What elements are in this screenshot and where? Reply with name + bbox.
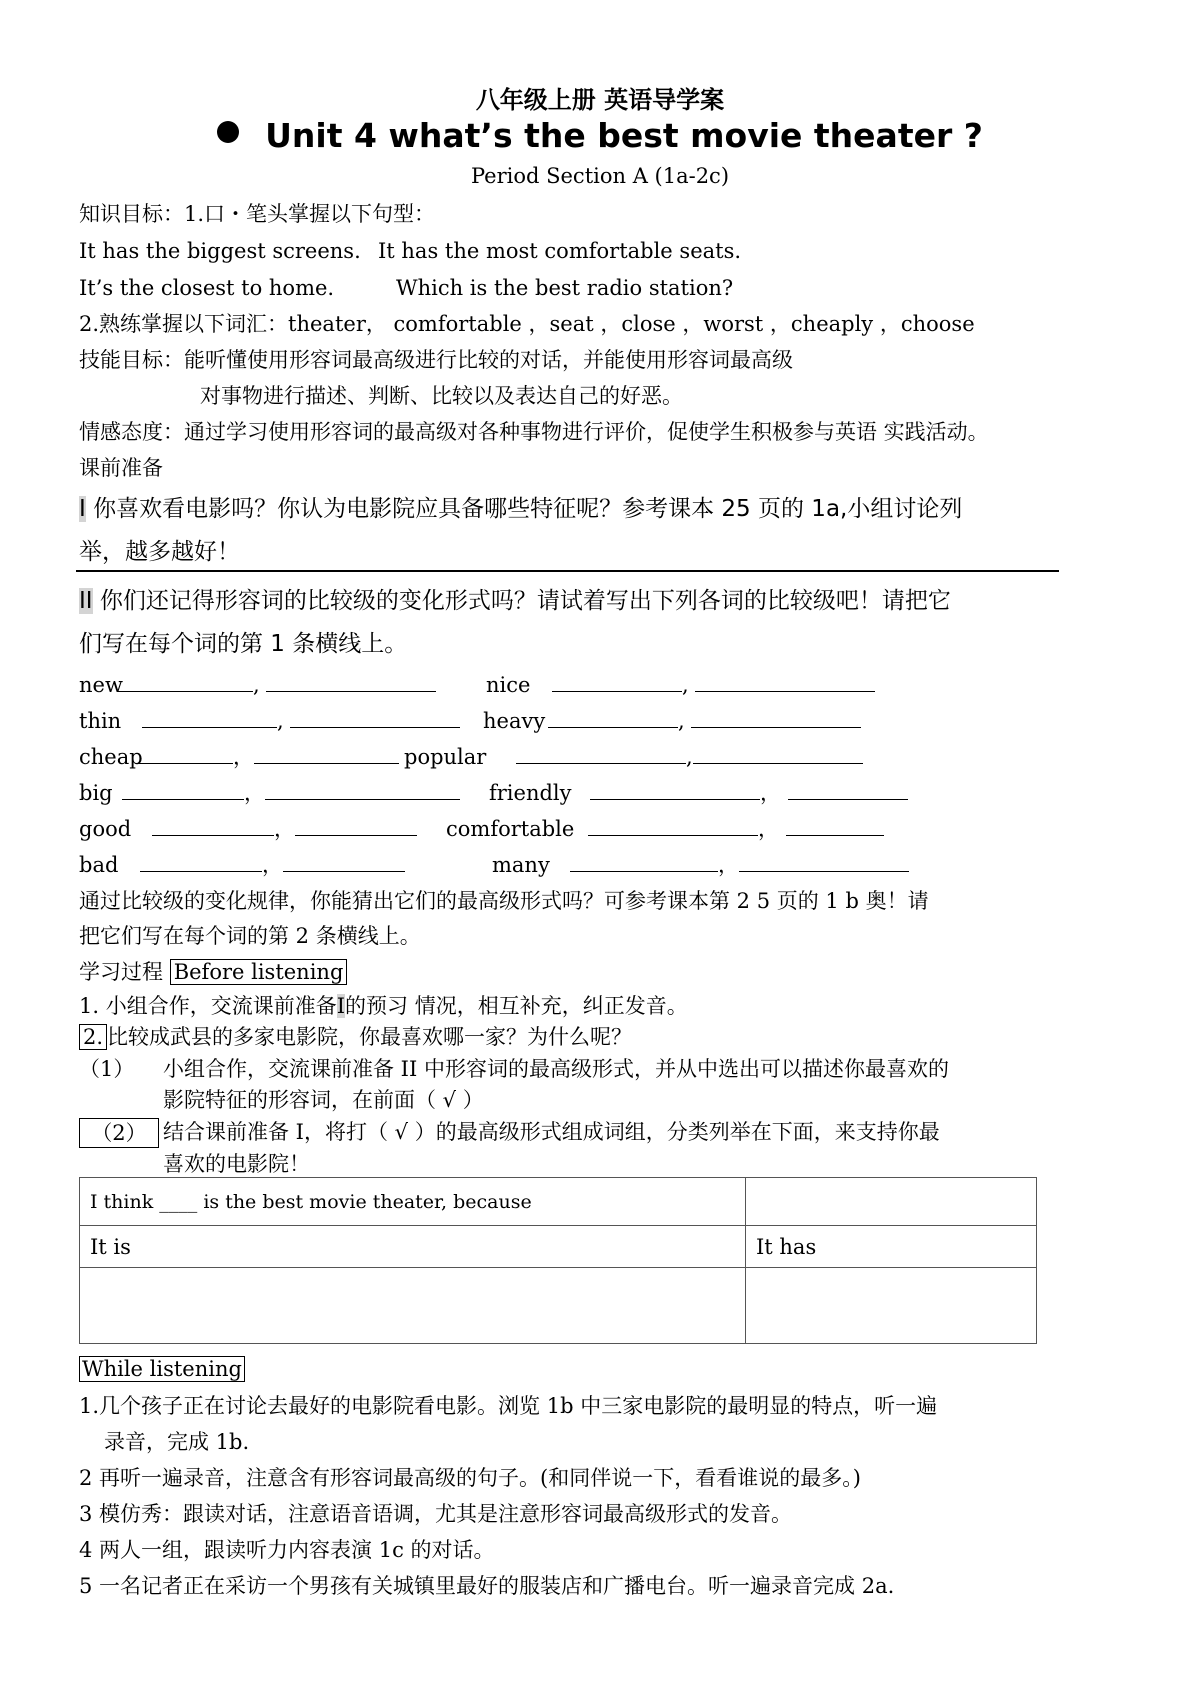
while-item-5: 5 一名记者正在采访一个男孩有关城镇里最好的服装店和广播电台。听一遍录音完成 2a. <box>79 1574 895 1598</box>
table-cell-empty-1[interactable] <box>746 1178 1037 1226</box>
word-nice: nice <box>486 673 531 697</box>
while-item-1-cont: 录音，完成 1b. <box>104 1430 250 1454</box>
prep-question-2-cont: 们写在每个词的第 1 条横线上。 <box>79 631 408 657</box>
step-1-highlight: I <box>336 994 346 1018</box>
word-thin: thin <box>79 709 122 733</box>
table-cell-think: I think ____ is the best movie theater, because <box>80 1178 746 1226</box>
prep-question-2-text: 你们还记得形容词的比较级的变化形式吗？请试着写出下列各词的比较级吧！请把它 <box>92 588 951 614</box>
process-step-2 <box>79 1023 632 1051</box>
while-listening-label: While listening <box>79 1356 245 1382</box>
skill-goal-1: 技能目标：能听懂使用形容词最高级进行比较的对话，并能使用形容词最高级 <box>79 348 793 372</box>
table-cell-it-has: It has <box>746 1226 1037 1268</box>
period-title: Period Section A (1a-2c) <box>470 164 730 188</box>
blank-big[interactable]: ， <box>122 779 460 807</box>
blank-comfortable[interactable]: ， <box>588 815 884 843</box>
blank-thin[interactable]: , <box>142 707 460 735</box>
process-label: 学习过程 <box>79 960 163 984</box>
table-cell-it-is: It is <box>80 1226 746 1268</box>
part-1-line-2: 影院特征的形容词，在前面（ √ ） <box>163 1088 484 1112</box>
step-2-text: 比较成武县的多家电影院，你最喜欢哪一家？为什么呢？ <box>107 1025 633 1049</box>
prep-question-1-text: 你喜欢看电影吗？你认为电影院应具备哪些特征呢？参考课本 25 页的 1a,小组讨论列 <box>85 496 963 522</box>
while-item-4: 4 两人一组，跟读听力内容表演 1c 的对话。 <box>79 1538 495 1562</box>
part-1-number: （1） <box>79 1057 135 1081</box>
blank-nice[interactable]: , <box>552 671 875 699</box>
blank-many[interactable]: ， <box>570 851 909 879</box>
skill-goal-2: 对事物进行描述、判断、比较以及表达自己的好恶。 <box>200 384 683 408</box>
process-step-1 <box>79 992 688 1020</box>
part-2-line-1: 结合课前准备 I，将打（ √ ）的最高级形式组成词组，分类列举在下面，来支持你最 <box>163 1120 940 1144</box>
word-comfortable: comfortable <box>446 817 575 841</box>
blank-bad[interactable]: ， <box>140 851 405 879</box>
step-1-text-b: 的预习 情况，相互补充，纠正发音。 <box>345 994 688 1018</box>
while-item-2: 2 再听一遍录音，注意含有形容词最高级的句子。(和同伴说一下，看看谁说的最多。) <box>79 1466 861 1490</box>
table-cell-it-has-answer[interactable] <box>746 1268 1037 1344</box>
sentence-4: Which is the best radio station? <box>396 276 734 300</box>
process-heading <box>79 958 347 986</box>
word-big: big <box>79 781 113 805</box>
part-2-line-2: 喜欢的电影院！ <box>163 1152 310 1176</box>
word-popular: popular <box>404 745 487 769</box>
unit-title <box>0 116 1200 155</box>
attitude-goal: 情感态度：通过学习使用形容词的最高级对各种事物进行评价，促使学生积极参与英语 实践活动。 <box>79 420 989 444</box>
blank-new[interactable]: , <box>118 671 436 699</box>
blank-heavy[interactable]: , <box>548 707 861 735</box>
prep-question-2 <box>79 585 951 617</box>
word-new: new <box>79 673 123 697</box>
blank-friendly[interactable]: ， <box>590 779 908 807</box>
word-bad: bad <box>79 853 119 877</box>
step-1-text-a: 1. 小组合作，交流课前准备 <box>79 994 337 1018</box>
blank-cheap[interactable]: ， <box>138 743 399 771</box>
blank-good[interactable]: ， <box>152 815 417 843</box>
part-1-line-1: 小组合作，交流课前准备 II 中形容词的最高级形式，并从中选出可以描述你最喜欢的 <box>163 1057 949 1081</box>
word-friendly: friendly <box>489 781 572 805</box>
divider-line <box>76 570 1059 572</box>
superlative-instruction: 通过比较级的变化规律，你能猜出它们的最高级形式吗？可参考课本第 2 5 页的 1 b 奥！请 <box>79 889 929 913</box>
question-1-number: I <box>79 496 86 522</box>
sentence-3: It’s the closest to home. <box>79 276 335 300</box>
while-item-3: 3 模仿秀：跟读对话，注意语音语调，尤其是注意形容词最高级形式的发音。 <box>79 1502 793 1526</box>
knowledge-goal-2: 2.熟练掌握以下词汇：theater， comfortable ，seat ，close ，worst ，cheaply ，choose <box>79 312 975 336</box>
prep-question-1-cont: 举，越多越好！ <box>79 539 240 565</box>
superlative-instruction-cont: 把它们写在每个词的第 2 条横线上。 <box>79 924 421 948</box>
sentence-2: It has the most comfortable seats. <box>378 239 742 263</box>
prep-heading: 课前准备 <box>79 456 163 480</box>
unit-title-text: Unit 4 what’s the best movie theater ? <box>265 116 983 155</box>
grade-title: 八年级上册 英语导学案 <box>475 86 725 114</box>
word-heavy: heavy <box>483 709 546 733</box>
bullet-icon <box>217 121 239 143</box>
word-cheap: cheap <box>79 745 143 769</box>
before-listening-label: Before listening <box>170 959 348 985</box>
question-2-number: II <box>79 588 93 614</box>
table-cell-it-is-answer[interactable] <box>80 1268 746 1344</box>
knowledge-goal-1: 知识目标：1.口・笔头掌握以下句型： <box>79 202 436 226</box>
reason-table <box>79 1177 1037 1344</box>
word-many: many <box>492 853 550 877</box>
blank-popular[interactable]: , <box>516 743 863 771</box>
sentence-1: It has the biggest screens. <box>79 239 361 263</box>
while-listening-heading <box>79 1355 245 1383</box>
word-good: good <box>79 817 132 841</box>
prep-question-1 <box>79 493 962 525</box>
part-2-number: （2） <box>79 1118 159 1148</box>
while-item-1: 1.几个孩子正在讨论去最好的电影院看电影。浏览 1b 中三家电影院的最明显的特点，听一遍 <box>79 1394 938 1418</box>
step-2-number: 2. <box>79 1024 107 1050</box>
